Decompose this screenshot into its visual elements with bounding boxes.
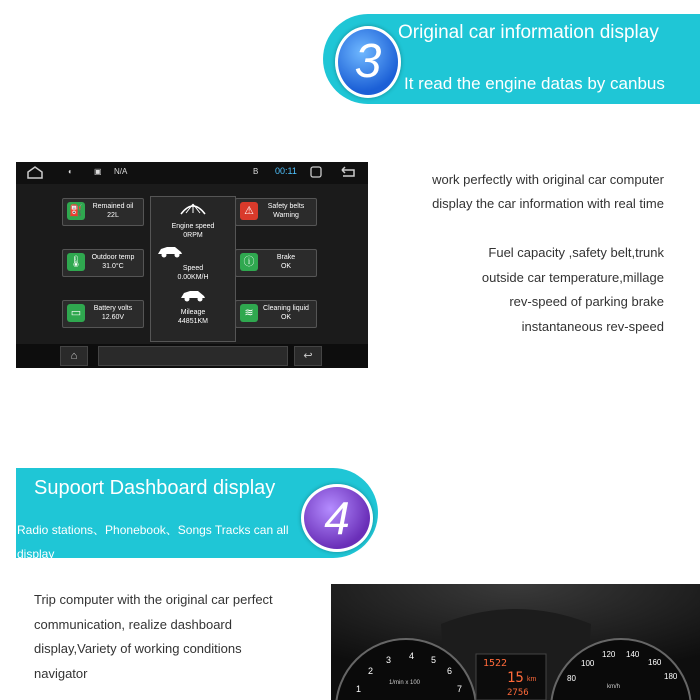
engine-speed-label: Engine speed	[171, 223, 215, 230]
desc3-line-6: instantaneous rev-speed	[521, 319, 664, 334]
mileage-value: 44851KM	[178, 318, 208, 325]
bottom-center-bar[interactable]	[98, 346, 288, 366]
tile-label: Brake	[276, 254, 296, 261]
rpm-tick: 1	[356, 684, 362, 694]
kmh-unit-label: km/h	[607, 684, 621, 690]
desc4-text: Trip computer with the original car perfect communication, realize dashboard display,Variety of working conditions navigator	[34, 592, 273, 681]
speed-tick: 160	[648, 658, 662, 667]
rpm-unit-label: 1/min x 100	[389, 680, 421, 686]
tile-label: Remained oil	[92, 203, 134, 210]
car-info-screen	[16, 162, 368, 368]
rpm-tick: 7	[457, 684, 463, 694]
tile-label: Outdoor temp	[91, 254, 135, 261]
fuel-icon: ⛽	[67, 202, 85, 220]
tile-value: OK	[280, 314, 292, 321]
tile-label: Cleaning liquid	[263, 305, 309, 312]
tile-brake[interactable]	[235, 249, 317, 277]
back-icon[interactable]	[339, 165, 357, 181]
engine-speed-value: 0RPM	[183, 232, 203, 239]
speed-tick: 80	[567, 674, 576, 683]
tile-value: OK	[280, 263, 292, 270]
speed-tick: 180	[664, 672, 678, 681]
mileage-label: Mileage	[180, 309, 206, 316]
section-4-title: Supoort Dashboard display	[34, 477, 276, 499]
bottom-home-button[interactable]: ⌂	[60, 346, 88, 366]
trip-readout: 2756	[507, 688, 529, 698]
section-4-number-badge: 4	[301, 484, 373, 552]
section-3-number-badge: 3	[335, 26, 401, 98]
car-mileage-icon	[151, 287, 235, 305]
desc3-line-3: Fuel capacity ,safety belt,trunk	[488, 245, 664, 260]
image-icon: ▣	[94, 167, 102, 176]
rpm-tick: 4	[409, 651, 415, 661]
status-bar	[16, 162, 368, 184]
speed-label: Speed	[182, 265, 204, 272]
brake-icon: ⓘ	[240, 253, 258, 271]
wiper-icon	[151, 200, 235, 218]
brightness-icon: ◐	[68, 167, 73, 176]
section-4-subtitle: Radio stations、Phonebook、Songs Tracks can all display	[17, 523, 289, 561]
speed-tick: 120	[602, 650, 616, 659]
thermometer-icon: 🌡	[67, 253, 85, 271]
rpm-tick: 3	[386, 655, 392, 665]
desc3-line-5: rev-speed of parking brake	[509, 294, 664, 309]
speed-unit-label: km	[527, 676, 537, 683]
rpm-tick: 6	[447, 666, 453, 676]
section-3-subtitle: It read the engine datas by canbus	[404, 74, 665, 93]
status-b: B	[253, 167, 259, 176]
car-icon	[155, 243, 235, 261]
tile-label: Safety belts	[267, 203, 305, 210]
tile-value: 22L	[107, 212, 119, 219]
tile-remained-oil[interactable]	[62, 198, 144, 226]
tile-cleaning-liquid[interactable]	[235, 300, 317, 328]
speed-digital-readout: 15	[507, 670, 524, 686]
battery-icon: ▭	[67, 304, 85, 322]
section-3-title: Original car information display	[398, 22, 659, 43]
desc3-line-2: display the car information with real time	[432, 196, 664, 211]
window-icon[interactable]	[309, 165, 323, 181]
rpm-tick: 5	[431, 655, 437, 665]
speed-value: 0.00KM/H	[177, 274, 209, 281]
desc3-line-4: outside car temperature,millage	[481, 270, 664, 285]
tile-outdoor-temp[interactable]	[62, 249, 144, 277]
desc3-line-1: work perfectly with original car computer	[432, 172, 664, 187]
home-icon[interactable]	[26, 164, 44, 182]
washer-icon: ≋	[240, 304, 258, 322]
speed-tick: 100	[581, 659, 595, 668]
odometer-readout: 1522	[483, 658, 508, 669]
tile-value: Warning	[273, 212, 299, 219]
tile-battery-volts[interactable]	[62, 300, 144, 328]
bottom-back-button[interactable]: ↩	[294, 346, 322, 366]
bottom-bar	[16, 344, 368, 368]
seatbelt-icon: ⚠	[240, 202, 258, 220]
tile-label: Battery volts	[93, 305, 133, 312]
tile-value: 31.0°C	[102, 263, 124, 270]
speed-tick: 140	[626, 650, 640, 659]
tile-safety-belts[interactable]	[235, 198, 317, 226]
center-panel	[150, 196, 236, 342]
status-time: 00:11	[275, 166, 297, 176]
dashboard-photo	[331, 584, 700, 700]
status-na: N/A	[114, 167, 128, 176]
tile-value: 12.60V	[101, 314, 125, 321]
rpm-tick: 2	[368, 666, 374, 676]
